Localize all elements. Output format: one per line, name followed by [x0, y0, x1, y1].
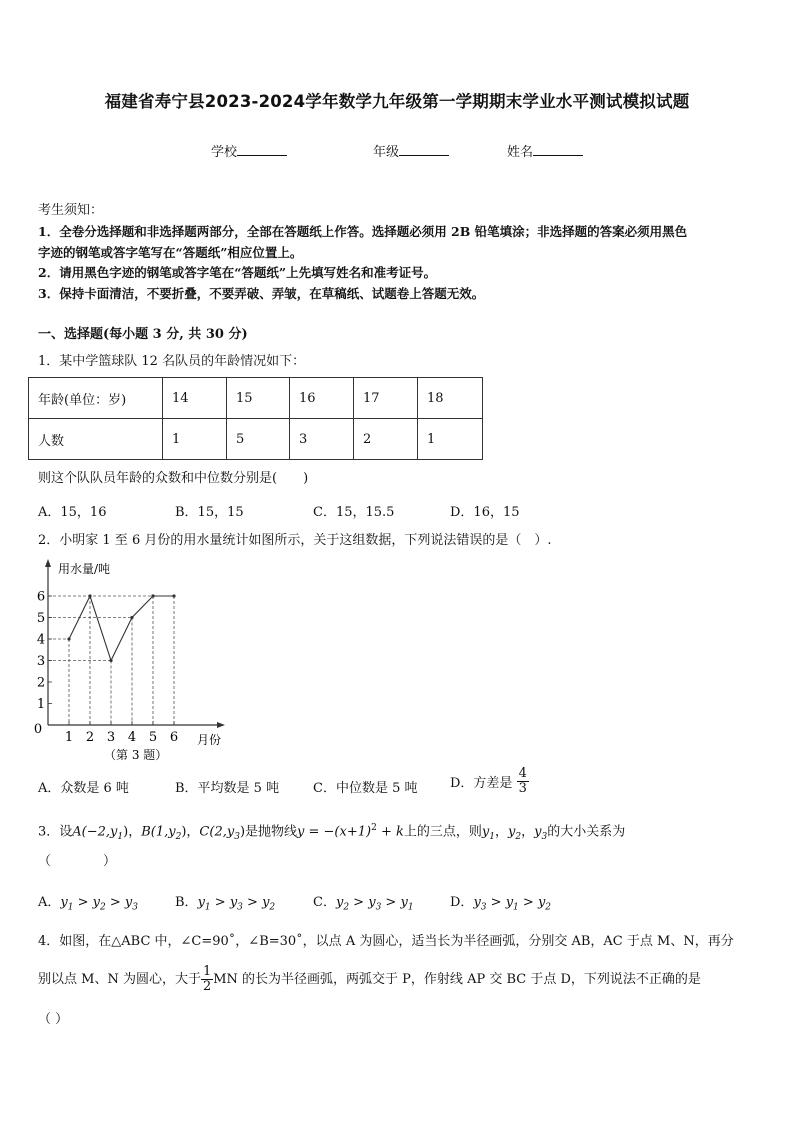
section-heading: 一、选择题(每小题 3 分, 共 30 分): [38, 327, 248, 342]
y-axis-arrow-icon: [45, 559, 51, 567]
grade-label: 年级: [373, 145, 400, 160]
q4-line-1: 4．如图，在△ABC 中，∠C=90˚，∠B=30˚，以点 A 为圆心，适当长为半径画弧，分别交 AB，AC 于点 M、N，再分: [38, 934, 734, 949]
q3-stem: [38, 818, 625, 847]
var-y: y: [60, 895, 68, 910]
separator: ，: [494, 824, 508, 840]
table-cell: 17: [354, 378, 418, 419]
grade-field: [373, 141, 449, 160]
notice-item-1: 1．全卷分选择题和非选择题两部分，全部在答题纸上作答。选择题必须用 2B 铅笔填涂；非选择题的答案必须用黑色: [38, 224, 688, 239]
school-field: [211, 141, 287, 160]
var-y: y: [534, 824, 542, 840]
separator: ，: [128, 824, 142, 840]
y-tick-label: 4: [36, 632, 46, 648]
sub: 3: [132, 902, 138, 913]
table-cell: 5: [227, 419, 290, 460]
x-tick-label: 1: [64, 730, 74, 745]
table-cell: 3: [290, 419, 354, 460]
sub: 1: [117, 831, 124, 842]
x-axis-label: 月份: [197, 733, 222, 747]
y-tick-label: 6: [36, 589, 46, 605]
q1-stem: 1．某中学篮球队 12 名队员的年龄情况如下：: [38, 354, 306, 369]
q2-stem: 2．小明家 1 至 6 月份的用水量统计如图所示，关于这组数据，下列说法错误的是（ ）.: [38, 533, 552, 548]
chart-caption: （第 3 题）: [104, 748, 168, 762]
q1-question: 则这个队队员年龄的众数和中位数分别是( ): [38, 471, 309, 486]
q2-option-d[interactable]: [450, 767, 529, 796]
q1-option-c[interactable]: C．15，15.5: [313, 505, 395, 520]
table-cell: 15: [227, 378, 290, 419]
notice-item-3: 3．保持卡面清洁，不要折叠，不要弄破、弄皱，在草稿纸、试题卷上答题无效。: [38, 286, 485, 301]
page-title: 福建省寿宁县2023-2024学年数学九年级第一学期期末学业水平测试模拟试题: [104, 92, 690, 111]
sub: 2: [175, 831, 182, 842]
parabola-k: + k: [376, 824, 404, 840]
var-y: y: [335, 895, 344, 910]
point-b: B(1,y: [141, 824, 176, 840]
var-y: y: [197, 895, 205, 910]
x-tick-label: 4: [127, 730, 137, 745]
sub: 3: [480, 902, 487, 913]
table-header-cell: 人数: [29, 419, 163, 460]
option-letter: D．: [450, 895, 474, 910]
table-cell: 18: [418, 378, 483, 419]
age-table: [28, 377, 483, 460]
fraction-denominator: 3: [518, 781, 527, 796]
point-c: C(2,y: [199, 824, 235, 840]
after-text: 上的三点，则: [403, 824, 482, 840]
q4-line-2: [38, 963, 701, 997]
data-point: [109, 659, 112, 662]
q4-line-2-post: MN 的长为半径画弧，两弧交于 P，作射线 AP 交 BC 于点 D，下列说法不正确的是: [213, 972, 701, 987]
relation: > y: [518, 895, 546, 910]
relation: > y: [381, 895, 408, 910]
sub: 1: [204, 902, 211, 913]
q3-option-d[interactable]: [450, 891, 551, 913]
var-y: y: [507, 824, 516, 840]
notice-item-2: 2．请用黑色字迹的钢笔或答字笔在“答题纸”上先填写姓名和准考证号。: [38, 265, 437, 280]
sub: 2: [545, 902, 552, 913]
option-letter: A．: [38, 895, 61, 910]
table-row: [29, 378, 483, 419]
data-point: [130, 616, 133, 619]
table-header-cell: 年龄(单位：岁): [29, 378, 163, 419]
q2-option-a[interactable]: A．众数是 6 吨: [38, 781, 129, 796]
separator: ，: [521, 824, 535, 840]
table-row: [29, 419, 483, 460]
parabola-prefix: 是抛物线: [245, 824, 298, 840]
name-blank[interactable]: [533, 142, 583, 156]
y-tick-label: 2: [36, 675, 46, 691]
q2-option-d-label: D．方差是: [450, 776, 513, 791]
y-tick-label: 5: [36, 611, 46, 626]
relation: > y: [242, 895, 270, 910]
grade-blank[interactable]: [399, 142, 449, 156]
table-cell: 2: [354, 419, 418, 460]
y-axis-label: 用水量/吨: [58, 562, 111, 576]
x-tick-label: 6: [169, 730, 179, 745]
sub: 3: [234, 831, 240, 842]
paren: ): [181, 824, 187, 840]
sub: 1: [489, 831, 495, 842]
series-line: [69, 596, 174, 661]
name-label: 姓名: [507, 145, 534, 160]
sub: 3: [375, 902, 382, 913]
fraction-denominator: 2: [202, 979, 212, 994]
x-tick-label: 3: [106, 730, 116, 745]
q3-blank: （ ）: [38, 854, 117, 869]
fraction-numerator: 1: [202, 964, 212, 979]
sub: 3: [237, 902, 243, 913]
x-axis-arrow-icon: [217, 722, 225, 728]
q1-option-d[interactable]: D．16，15: [450, 505, 520, 520]
data-point: [88, 594, 91, 597]
q4-line-2-pre: 别以点 M、N 为圆心，大于: [38, 972, 201, 987]
notice-item-1-cont: 字迹的钢笔或答字笔写在“答题纸”相应位置上。: [38, 245, 303, 260]
q3-option-c[interactable]: [313, 891, 414, 913]
y-tick-label: 1: [36, 697, 46, 712]
relation: > y: [210, 895, 238, 910]
sub: 1: [67, 902, 74, 913]
sub: 1: [513, 902, 519, 913]
paren: ): [123, 824, 129, 840]
fraction-numerator: 4: [518, 766, 527, 781]
relation: > y: [486, 895, 514, 910]
separator: ，: [186, 824, 200, 840]
sub: 2: [100, 902, 106, 913]
table-cell: 1: [163, 419, 227, 460]
relation: > y: [73, 895, 100, 910]
school-blank[interactable]: [237, 142, 287, 156]
exponent: 2: [371, 823, 377, 833]
tail-text: 的大小关系为: [547, 824, 626, 840]
school-label: 学校: [211, 145, 238, 160]
option-letter: B．: [175, 895, 198, 910]
x-tick-label: 5: [148, 730, 158, 745]
var-y: y: [473, 895, 481, 910]
var-y: y: [481, 824, 490, 840]
q4-line-3: （ ）: [38, 1012, 69, 1027]
q3-prefix: 3．设: [38, 824, 73, 840]
fraction: [517, 767, 529, 796]
name-field: [507, 141, 583, 160]
sub: 3: [541, 831, 548, 842]
q1-option-a[interactable]: A．15，16: [38, 505, 107, 520]
data-point: [151, 594, 154, 597]
sub: 1: [407, 902, 414, 913]
origin-label: 0: [33, 722, 43, 737]
water-usage-chart: [30, 558, 240, 768]
q2-option-b[interactable]: B．平均数是 5 吨: [175, 781, 280, 796]
point-a: A(−2,y: [72, 824, 118, 840]
relation: > y: [349, 895, 376, 910]
data-point: [67, 637, 70, 640]
q3-option-b[interactable]: [175, 891, 275, 913]
option-letter: C．: [313, 895, 336, 910]
data-point: [172, 594, 175, 597]
table-cell: 16: [290, 378, 354, 419]
q3-option-a[interactable]: [38, 891, 138, 913]
notice-heading: 考生须知：: [38, 203, 104, 218]
sub: 2: [269, 902, 276, 913]
x-tick-label: 2: [85, 730, 95, 745]
sub: 2: [343, 902, 350, 913]
table-cell: 14: [163, 378, 227, 419]
paren: ): [239, 824, 246, 840]
q2-option-c[interactable]: C．中位数是 5 吨: [313, 781, 418, 796]
table-cell: 1: [418, 419, 483, 460]
y-tick-label: 3: [36, 654, 46, 669]
fraction: [201, 965, 213, 994]
sub: 2: [515, 831, 522, 842]
parabola-expr: y = −(x+1): [297, 824, 372, 840]
q1-option-b[interactable]: B．15，15: [175, 505, 244, 520]
relation: > y: [105, 895, 133, 910]
